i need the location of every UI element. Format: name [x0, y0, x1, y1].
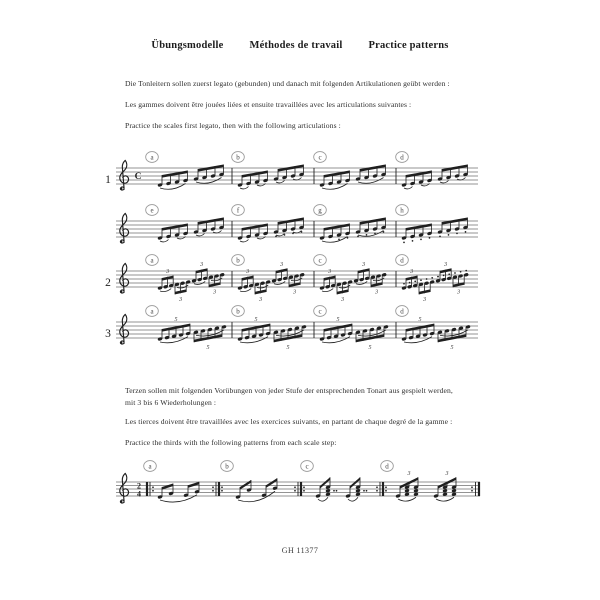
system-group: [105, 255, 478, 303]
intro-text-german: Die Tonleitern sollen zuerst legato (gebunden) und danach mit folgenden Artikulationen geübt werden :: [125, 79, 450, 88]
staccato-dot: [275, 236, 277, 238]
clef-path: [120, 314, 129, 344]
measure-label: [146, 255, 159, 266]
beam: [324, 171, 350, 178]
staccato-dot: [212, 490, 214, 492]
staccato-dot: [385, 490, 387, 492]
measure: [401, 262, 469, 303]
label-letter: b: [236, 256, 240, 265]
staccato-dot: [376, 490, 378, 492]
beam: [242, 224, 268, 231]
staccato-dot: [376, 486, 378, 488]
staccato-dot: [221, 486, 223, 488]
slur: [160, 240, 169, 242]
staccato-dot: [383, 231, 385, 233]
clef-dot: [120, 341, 123, 344]
staccato-dot: [357, 236, 359, 238]
staccato-dot: [448, 234, 450, 236]
system-group: [116, 205, 478, 244]
staccato-dot: [460, 271, 462, 273]
slur: [196, 234, 205, 236]
staccato-dot: [212, 486, 214, 488]
staccato-dot: [412, 240, 414, 242]
staccato-dot: [366, 234, 368, 236]
tuplet-number: 3: [410, 269, 414, 276]
tuplet-number: 3: [293, 289, 297, 296]
thirds-text-german-line2: mit 3 bis 6 Wiederholungen :: [125, 398, 217, 407]
tuplet-number: 3: [457, 289, 461, 296]
staccato-dot: [471, 486, 473, 488]
staccato-dot: [292, 233, 294, 235]
measure-label: [396, 205, 409, 216]
treble-clef-icon: [120, 160, 129, 190]
label-letter: c: [318, 256, 322, 265]
slur: [440, 181, 449, 183]
label-letter: a: [150, 153, 154, 162]
tuplet-number: 3: [246, 269, 250, 276]
staccato-dot: [294, 490, 296, 492]
measure: [395, 471, 456, 501]
measure-label: [396, 152, 409, 163]
clef-path: [120, 263, 129, 293]
intro-text-english: Practice the scales first legato, then with the following articulations :: [125, 121, 341, 130]
slur: [276, 181, 285, 183]
measure-label: [314, 152, 327, 163]
tuplet-number: 3: [166, 269, 170, 276]
music-system-quintuplets: [0, 298, 600, 362]
staccato-dot: [338, 239, 340, 241]
slur: [358, 178, 384, 184]
system-number: 2: [105, 277, 111, 289]
tuplet-number: 3: [444, 261, 448, 268]
intro-text-french: Les gammes doivent être jouées liées et ensuite travaillées avec les articulations suivantes :: [125, 100, 412, 109]
label-letter: e: [150, 206, 154, 215]
measure-label: [146, 306, 159, 317]
tuplet-number: 5: [418, 317, 422, 324]
clef-dot: [120, 187, 123, 190]
staccato-dot: [347, 237, 349, 239]
clef-path: [120, 160, 129, 190]
slur: [318, 497, 328, 501]
thirds-text-german-line1: Terzen sollen mit folgenden Vorübungen von jeder Stufe der entsprechenden Tonart aus gespielt werden,: [125, 386, 453, 395]
clef-path: [120, 213, 129, 243]
tuplet-number: 3: [341, 296, 345, 303]
staccato-dot: [403, 283, 405, 285]
staccato-dot: [284, 234, 286, 236]
measure-label: [146, 205, 159, 216]
label-letter: f: [236, 206, 240, 215]
staccato-dot: [221, 490, 223, 492]
tuplet-number: 3: [328, 269, 332, 276]
treble-clef-icon: [120, 263, 129, 293]
tuplet-number: 5: [206, 344, 210, 351]
staccato-dot: [363, 490, 365, 492]
tuplet-number: 3: [375, 289, 379, 296]
staccato-dot: [385, 486, 387, 488]
tuplet-number: 3: [445, 470, 449, 477]
beam: [188, 482, 199, 488]
staccato-dot: [465, 231, 467, 233]
slur: [293, 178, 302, 180]
measure-label: [314, 205, 327, 216]
label-letter: g: [318, 206, 322, 215]
slur: [322, 184, 348, 190]
tuplet-number: 3: [423, 296, 427, 303]
plate-number: GH 11377: [281, 546, 319, 555]
measure-label: [314, 255, 327, 266]
label-letter: c: [305, 462, 309, 471]
staccato-dot: [448, 273, 450, 275]
beam: [266, 478, 277, 488]
staccato-dot: [429, 237, 431, 239]
slur: [276, 234, 285, 236]
title-french: Méthodes de travail: [249, 40, 343, 51]
measure-label: [314, 306, 327, 317]
staccato-dot: [414, 281, 416, 283]
staccato-dot: [456, 233, 458, 235]
beam: [162, 224, 188, 231]
thirds-text-french: Les tierces doivent être travaillées avec les exercices suivants, en partant de chaque degré de la gamme :: [125, 417, 453, 426]
music-system-thirds: [0, 458, 600, 522]
staccato-dot: [443, 275, 445, 277]
treble-clef-icon: [120, 213, 129, 243]
measure-label: [146, 152, 159, 163]
treble-clef-icon: [120, 314, 129, 344]
title-german: Übungsmodelle: [151, 40, 224, 51]
measure-label: [396, 306, 409, 317]
beam: [324, 224, 350, 231]
label-letter: a: [148, 462, 152, 471]
measure-label: [232, 306, 245, 317]
label-letter: d: [400, 153, 404, 162]
beam: [406, 224, 432, 231]
tuplet-number: 3: [407, 470, 411, 477]
staccato-dot: [403, 242, 405, 244]
staccato-dot: [471, 490, 473, 492]
staccato-dot: [294, 486, 296, 488]
system-group: [116, 461, 480, 503]
label-letter: d: [400, 256, 404, 265]
slur: [404, 187, 413, 189]
label-letter: d: [385, 462, 389, 471]
slur: [293, 231, 302, 233]
measure-label: [381, 461, 394, 472]
slur: [322, 237, 348, 243]
label-letter: a: [150, 307, 154, 316]
staccato-dot: [409, 282, 411, 284]
thirds-text-english: Practice the thirds with the following patterns from each scale step:: [125, 438, 337, 447]
staccato-dot: [303, 490, 305, 492]
system-number: 3: [105, 328, 111, 340]
measure: [401, 218, 468, 244]
label-letter: b: [236, 153, 240, 162]
staccato-dot: [431, 277, 433, 279]
system-group: [105, 152, 478, 190]
title-english: Practice patterns: [368, 40, 449, 51]
staccato-dot: [437, 276, 439, 278]
label-letter: b: [225, 462, 229, 471]
clef-dot: [120, 290, 123, 293]
clef-path: [120, 473, 129, 503]
slur: [240, 187, 249, 189]
measure-label: [232, 152, 245, 163]
label-letter: b: [236, 307, 240, 316]
system-number: 1: [105, 174, 111, 186]
measure-label: [396, 255, 409, 266]
staccato-dot: [426, 278, 428, 280]
staccato-dot: [336, 490, 338, 492]
beam: [162, 171, 188, 178]
tuplet-number: 5: [174, 317, 178, 324]
staccato-dot: [152, 486, 154, 488]
slur: [348, 497, 358, 501]
measure-label: [232, 255, 245, 266]
measure-label: [301, 461, 314, 472]
slur: [436, 497, 454, 501]
staccato-dot: [366, 490, 368, 492]
time-signature: C: [134, 172, 142, 183]
measure: [157, 262, 225, 303]
beam: [406, 171, 432, 178]
label-letter: c: [318, 307, 322, 316]
staccato-dot: [439, 236, 441, 238]
label-letter: h: [400, 206, 404, 215]
slur: [213, 231, 222, 233]
measure: [157, 482, 199, 502]
label-letter: d: [400, 307, 404, 316]
staccato-dot: [301, 231, 303, 233]
tuplet-number: 5: [286, 344, 290, 351]
measure: [237, 262, 305, 303]
tuplet-number: 3: [200, 261, 204, 268]
clef-dot: [120, 500, 123, 503]
measure: [319, 262, 387, 303]
slur: [322, 289, 333, 292]
slur: [240, 240, 249, 242]
staccato-dot: [465, 270, 467, 272]
measure-label: [232, 205, 245, 216]
tuplet-number: 5: [450, 344, 454, 351]
time-signature-denominator: 4: [137, 489, 141, 499]
clef-dot: [120, 240, 123, 243]
slur: [160, 184, 186, 190]
page-header: [0, 40, 600, 51]
tuplet-number: 3: [362, 261, 366, 268]
slur: [457, 178, 466, 180]
tuplet-number: 3: [259, 296, 263, 303]
staccato-dot: [152, 490, 154, 492]
label-letter: a: [150, 256, 154, 265]
tuplet-number: 3: [179, 296, 183, 303]
beam: [242, 171, 268, 178]
slur: [160, 289, 171, 292]
treble-clef-icon: [120, 473, 129, 503]
slur: [398, 497, 416, 501]
staccato-dot: [420, 279, 422, 281]
slur: [196, 178, 222, 184]
staccato-dot: [420, 239, 422, 241]
measure-label: [221, 461, 234, 472]
tuplet-number: 3: [280, 261, 284, 268]
time-signature-numerator: 2: [137, 481, 141, 491]
measure-label: [144, 461, 157, 472]
tuplet-number: 5: [254, 317, 258, 324]
staccato-dot: [303, 486, 305, 488]
staccato-dot: [454, 272, 456, 274]
system-group: [105, 306, 478, 351]
staccato-dot: [333, 490, 335, 492]
slur: [240, 289, 251, 292]
staccato-dot: [374, 233, 376, 235]
tuplet-number: 5: [336, 317, 340, 324]
tuplet-number: 5: [368, 344, 372, 351]
beam: [240, 480, 251, 490]
label-letter: c: [318, 153, 322, 162]
tuplet-number: 3: [213, 289, 217, 296]
slur: [358, 231, 384, 237]
